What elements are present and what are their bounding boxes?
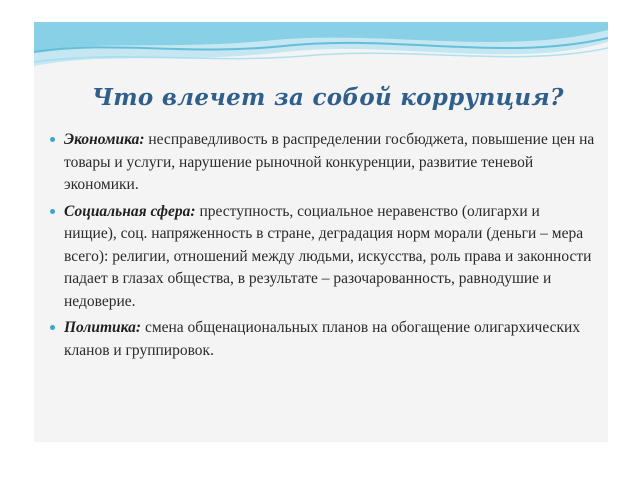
bullet-term: Политика: bbox=[64, 319, 142, 336]
bullet-text: смена общенациональных планов на обогащение олигархических кланов и группировок. bbox=[64, 319, 581, 359]
slide-title: Что влечет за собой коррупция? bbox=[92, 84, 564, 111]
bullet-item-social bbox=[50, 201, 595, 314]
bullet-term: Экономика: bbox=[64, 131, 145, 148]
bullet-dot-icon bbox=[50, 209, 55, 214]
bullet-item-politics bbox=[50, 317, 595, 362]
bullet-text: преступность, социальное неравенство (олигархи и нищие), соц. напряженность в стране, деградация норм морали (деньги – мера всего): религии, отношений между людьми, искусства, роль права и законности падает в глазах общества, в результате – разочарованность, равнодушие и недоверие. bbox=[64, 202, 592, 310]
bullet-dot-icon bbox=[50, 325, 55, 330]
bullet-term: Социальная сфера: bbox=[64, 202, 196, 220]
bullet-dot-icon bbox=[50, 137, 55, 142]
bullet-text: несправедливость в распределении госбюджета, повышение цен на товары и услуги, нарушение рыночной конкуренции, развитие теневой экономики. bbox=[64, 131, 595, 193]
bullet-item-economy bbox=[50, 129, 595, 197]
decorative-wave-header bbox=[34, 22, 608, 92]
bullet-list bbox=[50, 129, 595, 366]
slide bbox=[34, 22, 608, 442]
